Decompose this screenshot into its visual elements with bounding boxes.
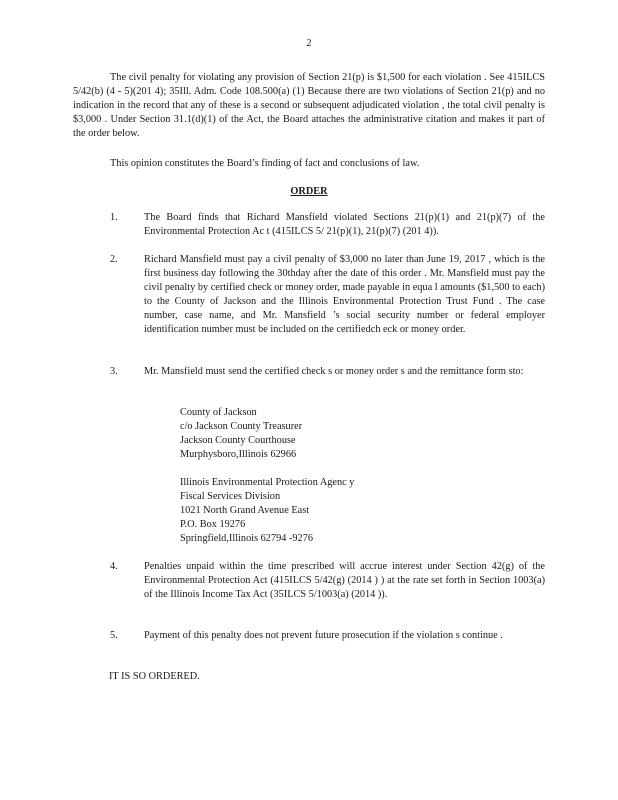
order-item-1 [73,211,545,239]
address-line: 1021 North Grand Avenue East [180,505,310,516]
closing-statement: IT IS SO ORDERED. [109,671,200,682]
penalty-paragraph: The civil penalty for violating any provision of Section 21(p) is $1,500 for each violation . See 415ILCS 5/42(b) (4 - 5)(201 4); 35Ill. Adm. Code 108.500(a) (1) Because there are two violations of Section 21(p) and no indication in the record that any of these is a second or subsequent adjudicated violation , the total civil penalty is $3,000 . Under Section 31.1(d)(1) of the Act, the Board attaches the administrative citation and makes it part of the order below. [73,72,545,139]
address-line: Jackson County Courthouse [180,435,296,446]
address-line: County of Jackson [180,407,257,418]
item-text: Payment of this penalty does not prevent future prosecution if the violation s continue . [144,630,503,641]
order-item-3 [73,365,545,379]
item-text: Penalties unpaid within the time prescribed will accrue interest under Section 42(g) of the Environmental Protection Act (415ILCS 5/42(g) (2014 ) ) at the rate set forth in Section 1003(a) of the Illinois Income Tax Act (35ILCS 5/1003(a) (2014 )). [144,561,545,600]
item-text: Mr. Mansfield must send the certified check s or money order s and the remittance form sto: [144,366,524,377]
address-line: Murphysboro,Illinois 62966 [180,449,297,460]
iepa-address [180,476,380,546]
item-number: 4. [110,561,118,572]
address-line: c/o Jackson County Treasurer [180,421,303,432]
item-text: Richard Mansfield must pay a civil penalty of $3,000 no later than June 19, 2017 , which is the first business day following the 30thday after the date of this order . Mr. Mansfield must pay the civil penalty by certified check or money order, made payable in equa l amounts ($1,500 to each) to the County of Jackson and the Illinois Environmental Protection Trust Fund . The case number, case name, and Mr. Mansfield ’s social security number or federal employer identification number must be included on the certifiedch eck or money order. [144,254,545,335]
address-line: Fiscal Services Division [180,491,281,502]
item-text: The Board finds that Richard Mansfield violated Sections 21(p)(1) and 21(p)(7) of the Environmental Protection Ac t (415ILCS 5/ 21(p)(1), 21(p)(7) (201 4)). [144,212,545,237]
order-item-5 [73,629,545,643]
opinion-paragraph: This opinion constitutes the Board’s finding of fact and conclusions of law. [110,158,420,169]
item-number: 1. [110,212,118,223]
jackson-county-address [180,406,380,462]
order-heading: ORDER [290,186,328,197]
order-item-2 [73,253,545,337]
address-line: P.O. Box 19276 [180,519,246,530]
address-line: Illinois Environmental Protection Agenc y [180,477,355,488]
item-number: 5. [110,630,118,641]
address-line: Springfield,Illinois 62794 -9276 [180,533,313,544]
item-number: 3. [110,366,118,377]
order-item-4 [73,560,545,602]
page-number: 2 [306,38,312,49]
item-number: 2. [110,254,118,265]
